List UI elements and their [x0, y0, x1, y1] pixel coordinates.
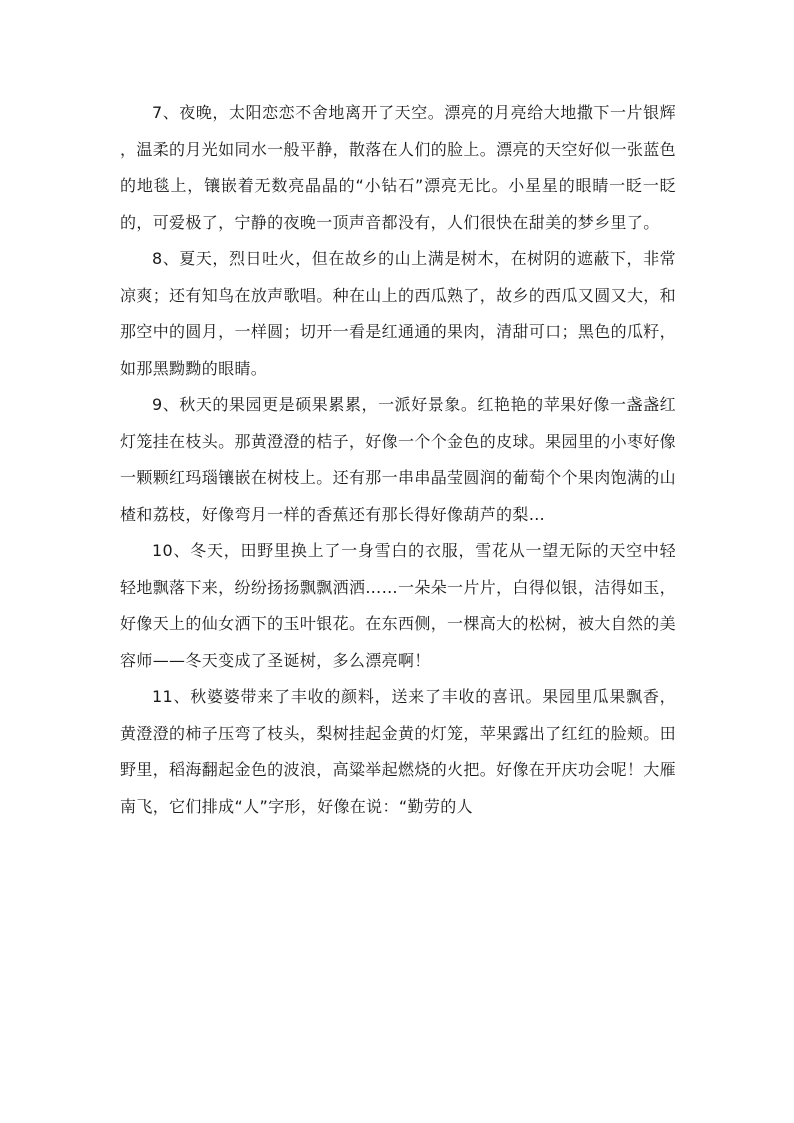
document-body	[120, 95, 676, 825]
paragraph-9: 9、秋天的果园更是硕果累累，一派好景象。红艳艳的苹果好像一盏盏红灯笼挂在枝头。那黄澄澄的桔子，好像一个个金色的皮球。果园里的小枣好像一颗颗红玛瑙镶嵌在树枝上。还有那一串串晶莹圆润的葡萄个个果肉饱满的山楂和荔枝，好像弯月一样的香蕉还有那长得好像葫芦的梨…	[120, 395, 676, 524]
paragraph-7: 7、夜晚，太阳恋恋不舍地离开了天空。漂亮的月亮给大地撒下一片银辉，温柔的月光如同水一般平静，散落在人们的脸上。漂亮的天空好似一张蓝色的地毯上，镶嵌着无数亮晶晶的“小钻石”漂亮无比。小星星的眼睛一眨一眨的，可爱极了，宁静的夜晚一顶声音都没有，人们很快在甜美的梦乡里了。	[120, 103, 676, 232]
paragraph-8: 8、夏天，烈日吐火，但在故乡的山上满是树木，在树阴的遮蔽下，非常凉爽；还有知鸟在放声歌唱。种在山上的西瓜熟了，故乡的西瓜又圆又大，和那空中的圆月，一样圆；切开一看是红通通的果肉，清甜可口；黑色的瓜籽，如那黑黝黝的眼睛。	[120, 249, 676, 378]
paragraph-10: 10、冬天，田野里换上了一身雪白的衣服，雪花从一望无际的天空中轻轻地飘落下来，纷纷扬扬飘飘洒洒……一朵朵一片片，白得似银，洁得如玉，好像天上的仙女洒下的玉叶银花。在东西侧，一棵高大的松树，被大自然的美容师——冬天变成了圣诞树，多么漂亮啊！	[120, 541, 676, 670]
paragraph-11: 11、秋婆婆带来了丰收的颜料，送来了丰收的喜讯。果园里瓜果飘香，黄澄澄的柿子压弯了枝头，梨树挂起金黄的灯笼，苹果露出了红红的脸颊。田野里，稻海翻起金色的波浪，高粱举起燃烧的火把。好像在开庆功会呢！大雁南飞，它们排成“人”字形，好像在说：“勤劳的人	[120, 687, 676, 816]
